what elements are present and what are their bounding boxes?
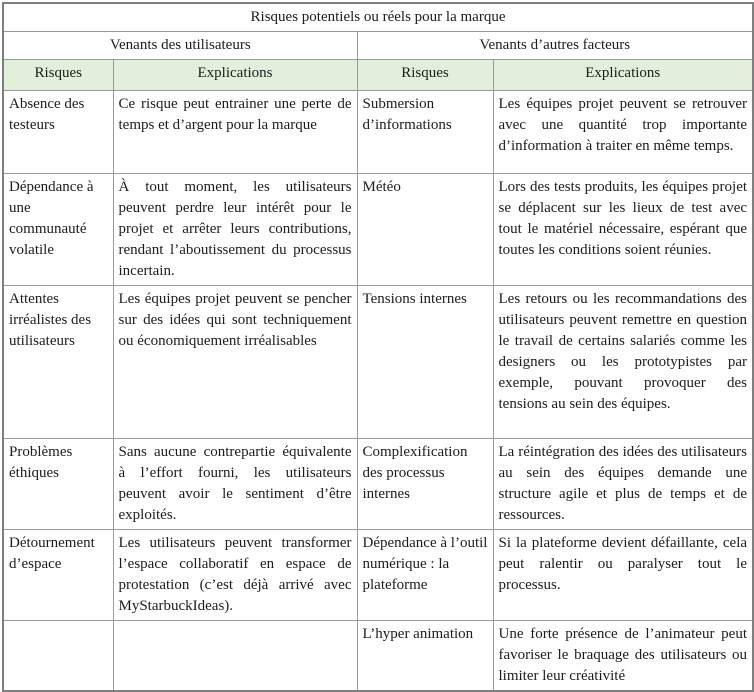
group-header-users: Venants des utilisateurs (3, 32, 357, 60)
group-header-row (3, 32, 753, 60)
explanation-cell: Ce risque peut entrainer une perte de temps et d’argent pour la marque (113, 91, 357, 174)
explanation-cell (113, 621, 357, 692)
explanation-cell: Les utilisateurs peuvent transformer l’espace collaboratif en espace de protestation (c’est déjà arrivé avec MyStarbuckIdeas). (113, 530, 357, 621)
table-row (3, 174, 753, 286)
table-row (3, 439, 753, 530)
risks-table (2, 2, 754, 692)
table-row (3, 621, 753, 692)
risk-cell: Météo (357, 174, 493, 286)
explanation-cell: Les retours ou les recommandations des utilisateurs peuvent remettre en question le travail de certains salariés comme les designers ou les prototypistes par exemple, pouvant provoquer des tensions au sein des équipes. (493, 286, 753, 439)
table-row (3, 91, 753, 174)
table-title: Risques potentiels ou réels pour la marque (3, 3, 753, 32)
column-header-row (3, 60, 753, 91)
column-header-explications-right: Explications (493, 60, 753, 91)
explanation-cell: Une forte présence de l’animateur peut favoriser le braquage des utilisateurs ou limiter leur créativité (493, 621, 753, 692)
explanation-cell: Si la plateforme devient défaillante, cela peut ralentir ou paralyser tout le processus. (493, 530, 753, 621)
explanation-cell: À tout moment, les utilisateurs peuvent perdre leur intérêt pour le projet et arrêter leurs contributions, rendant l’aboutissement du processus incertain. (113, 174, 357, 286)
group-header-other-factors: Venants d’autres facteurs (357, 32, 753, 60)
risk-cell: Dépendance à une communauté volatile (3, 174, 113, 286)
risk-cell: Complexification des processus internes (357, 439, 493, 530)
explanation-cell: Les équipes projet peuvent se pencher sur des idées qui sont techniquement ou économiquement irréalisables (113, 286, 357, 439)
column-header-risques-right: Risques (357, 60, 493, 91)
risk-cell: Attentes irréalistes des utilisateurs (3, 286, 113, 439)
table-title-row (3, 3, 753, 32)
column-header-explications-left: Explications (113, 60, 357, 91)
table-row (3, 530, 753, 621)
explanation-cell: Les équipes projet peuvent se retrouver avec une quantité trop importante d’information à traiter en même temps. (493, 91, 753, 174)
risk-cell (3, 621, 113, 692)
risk-cell: L’hyper animation (357, 621, 493, 692)
risk-cell: Submersion d’informations (357, 91, 493, 174)
risk-cell: Détournement d’espace (3, 530, 113, 621)
risk-cell: Tensions internes (357, 286, 493, 439)
explanation-cell: Lors des tests produits, les équipes projet se déplacent sur les lieux de test avec tout le matériel nécessaire, espérant que toutes les conditions soient réunies. (493, 174, 753, 286)
risk-cell: Dépendance à l’outil numérique : la plateforme (357, 530, 493, 621)
explanation-cell: La réintégration des idées des utilisateurs au sein des équipes demande une structure agile et plus de temps et de ressources. (493, 439, 753, 530)
table-row (3, 286, 753, 439)
risk-cell: Absence des testeurs (3, 91, 113, 174)
column-header-risques-left: Risques (3, 60, 113, 91)
risk-cell: Problèmes éthiques (3, 439, 113, 530)
explanation-cell: Sans aucune contrepartie équivalente à l’effort fourni, les utilisateurs peuvent avoir le sentiment d’être exploités. (113, 439, 357, 530)
